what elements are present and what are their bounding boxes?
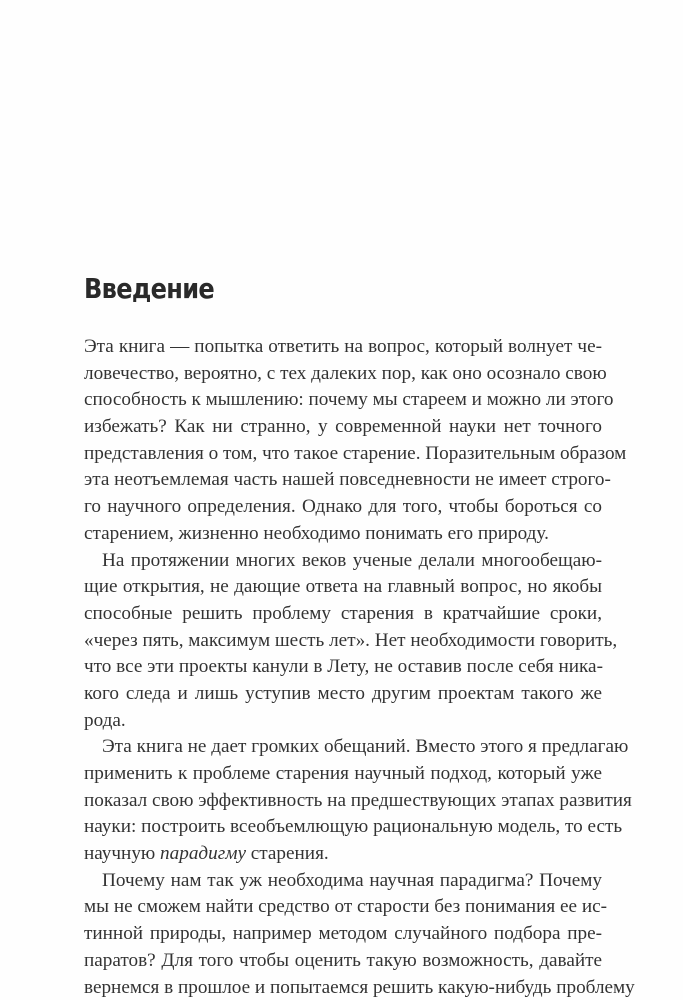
- text-segment: научную: [84, 843, 160, 864]
- text-line: вернемся в прошлое и попытаемся решить какую-нибудь проблему: [84, 975, 602, 1001]
- text-line: что все эти проекты канули в Лету, не оставив после себя ника-: [84, 654, 602, 681]
- text-line: мы не сможем найти средство от старости без понимания ее ис-: [84, 894, 602, 921]
- chapter-heading: Введение: [84, 272, 214, 305]
- text-line: Эта книга не дает громких обещаний. Вместо этого я предлагаю: [84, 734, 602, 761]
- text-line: эта неотъемлемая часть нашей повседневности не имеет строго-: [84, 467, 602, 494]
- text-line: Почему нам так уж необходима научная парадигма? Почему: [84, 868, 602, 895]
- text-line: Эта книга — попытка ответить на вопрос, который волнует че-: [84, 334, 602, 361]
- text-line: паратов? Для того чтобы оценить такую возможность, давайте: [84, 948, 602, 975]
- text-line: тинной природы, например методом случайного подбора пре-: [84, 921, 602, 948]
- text-line: способные решить проблему старения в кратчайшие сроки,: [84, 601, 602, 628]
- text-line: го научного определения. Однако для того, чтобы бороться со: [84, 494, 602, 521]
- emphasized-term: парадигму: [160, 843, 246, 864]
- text-line: На протяжении многих веков ученые делали многообещаю-: [84, 548, 602, 575]
- text-line: кого следа и лишь уступив место другим проектам такого же: [84, 681, 602, 708]
- text-line: представления о том, что такое старение. Поразительным образом: [84, 441, 602, 468]
- paragraph-4: [84, 868, 602, 1001]
- text-line: ловечество, вероятно, с тех далеких пор, как оно осознало свою: [84, 361, 602, 388]
- text-line: способность к мышлению: почему мы стареем и можно ли этого: [84, 387, 602, 414]
- text-line: избежать? Как ни странно, у современной науки нет точного: [84, 414, 602, 441]
- paragraph-2: [84, 548, 602, 735]
- text-line: «через пять, максимум шесть лет». Нет необходимости говорить,: [84, 628, 602, 655]
- text-line: [84, 841, 602, 868]
- paragraph-1: [84, 334, 602, 548]
- text-line: старением, жизненно необходимо понимать его природу.: [84, 521, 602, 548]
- paragraph-3: [84, 734, 602, 867]
- chapter-body: [84, 334, 602, 1001]
- text-line: применить к проблеме старения научный подход, который уже: [84, 761, 602, 788]
- text-line: показал свою эффективность на предшествующих этапах развития: [84, 788, 602, 815]
- text-line: науки: построить всеобъемлющую рациональную модель, то есть: [84, 814, 602, 841]
- text-line: рода.: [84, 708, 602, 735]
- text-segment: старения.: [246, 843, 329, 864]
- text-line: щие открытия, не дающие ответа на главный вопрос, но якобы: [84, 574, 602, 601]
